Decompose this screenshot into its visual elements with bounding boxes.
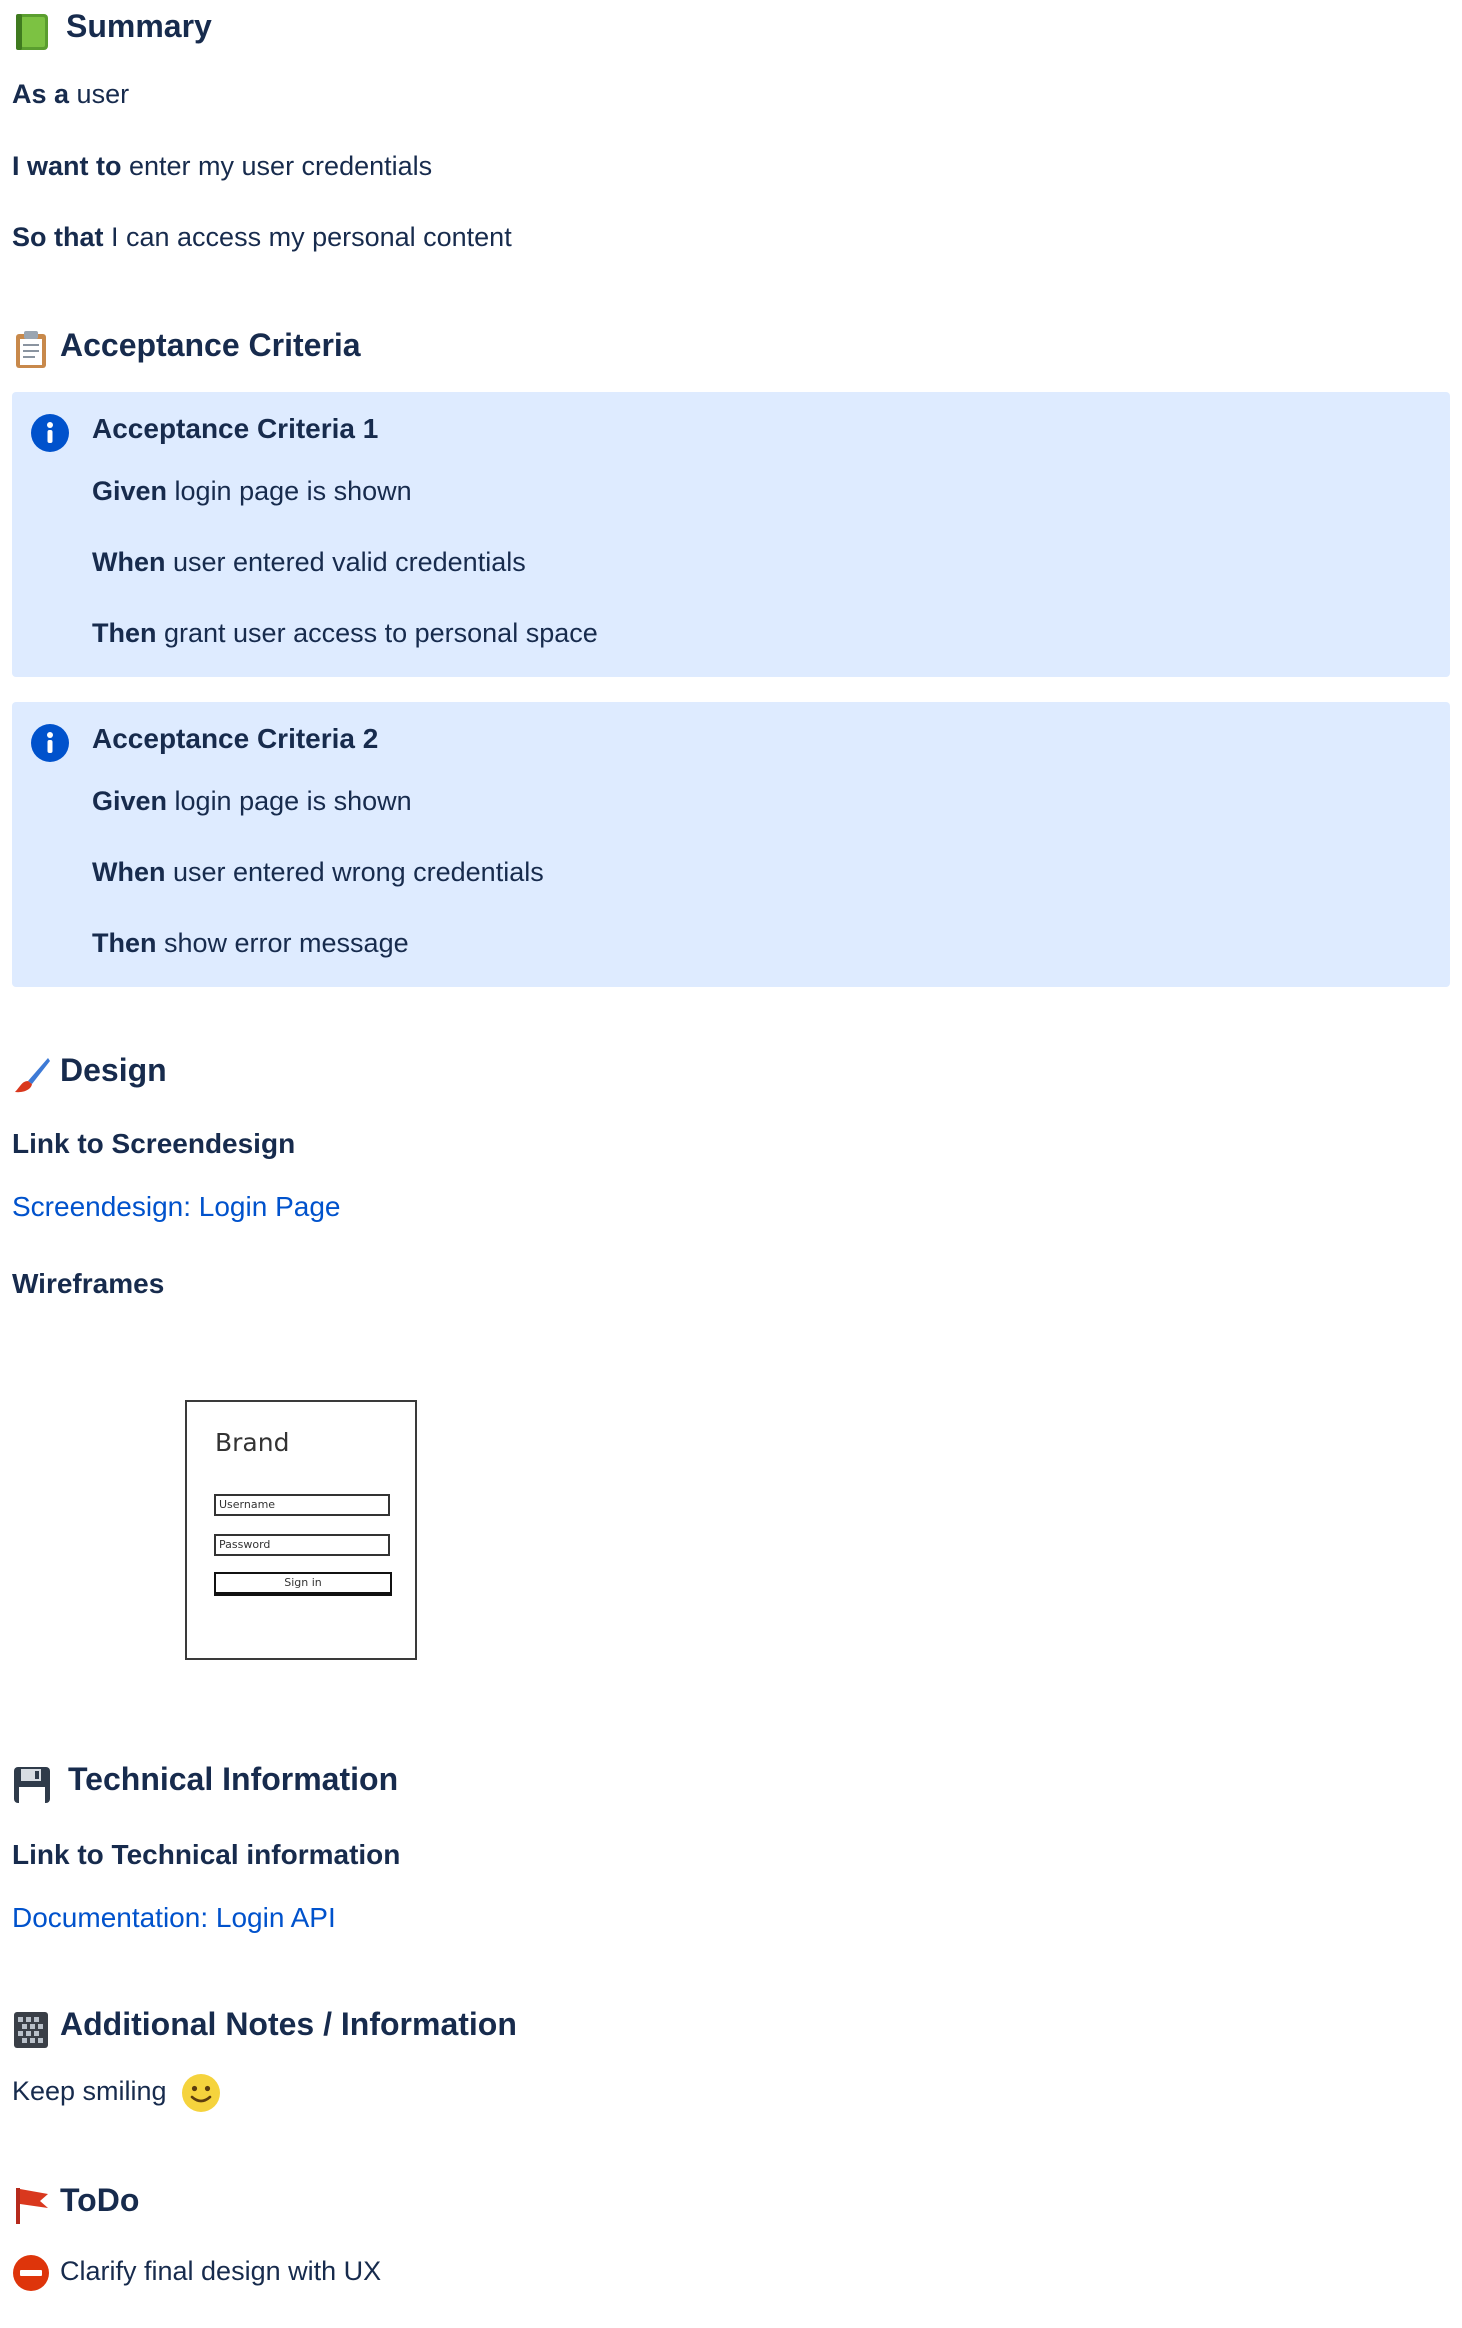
info-icon <box>31 724 69 762</box>
as-a-value: user <box>69 79 130 109</box>
when-value: user entered wrong credentials <box>165 857 544 887</box>
technical-link-heading: Link to Technical information <box>12 1839 401 1870</box>
panel-then <box>92 928 409 959</box>
info-panel-criteria-1 <box>12 392 1450 677</box>
want-value: enter my user credentials <box>121 151 433 181</box>
todo-item: Clarify final design with UX <box>60 2256 382 2286</box>
panel-given <box>92 476 412 507</box>
acceptance-heading: Acceptance Criteria <box>60 327 361 363</box>
green-book-icon <box>12 12 52 57</box>
red-flag-icon <box>12 2186 52 2231</box>
documentation-link[interactable]: Documentation: Login API <box>12 1902 336 1933</box>
panel-given <box>92 786 412 817</box>
wireframe-password-field: Password <box>214 1534 390 1556</box>
so-that-label: So that <box>12 222 104 252</box>
info-panel-criteria-2 <box>12 702 1450 987</box>
panel-then <box>92 618 598 649</box>
when-label: When <box>92 857 166 887</box>
want-label: I want to <box>12 151 122 181</box>
when-value: user entered valid credentials <box>165 547 526 577</box>
summary-want <box>12 151 432 182</box>
summary-so-that <box>12 222 512 253</box>
notes-text-value: Keep smiling <box>12 2076 167 2106</box>
technical-heading: Technical Information <box>68 1761 399 1797</box>
paintbrush-icon <box>12 1055 52 1100</box>
then-value: grant user access to personal space <box>156 618 598 648</box>
then-value: show error message <box>156 928 409 958</box>
clipboard-icon <box>12 330 50 375</box>
notes-text <box>12 2076 167 2107</box>
screendesign-link[interactable]: Screendesign: Login Page <box>12 1191 341 1222</box>
wireframe-image <box>185 1400 417 1660</box>
panel-title: Acceptance Criteria 1 <box>92 413 379 444</box>
given-label: Given <box>92 476 168 506</box>
as-a-label: As a <box>12 79 70 109</box>
smiling-face-icon <box>180 2072 222 2119</box>
todo-heading: ToDo <box>60 2182 140 2218</box>
floppy-disk-icon <box>12 1765 52 1810</box>
summary-as-a <box>12 79 129 110</box>
panel-when <box>92 547 526 578</box>
no-entry-icon <box>12 2254 50 2297</box>
screendesign-link-heading: Link to Screendesign <box>12 1128 296 1159</box>
info-icon <box>31 414 69 452</box>
when-label: When <box>92 547 166 577</box>
notes-heading: Additional Notes / Information <box>60 2006 517 2042</box>
design-heading: Design <box>60 1052 167 1088</box>
wireframe-username-field: Username <box>214 1494 390 1516</box>
summary-heading: Summary <box>66 8 212 44</box>
then-label: Then <box>92 618 157 648</box>
wireframe-signin-button: Sign in <box>214 1572 392 1596</box>
panel-title: Acceptance Criteria 2 <box>92 723 379 754</box>
given-label: Given <box>92 786 168 816</box>
wireframe-brand: Brand <box>215 1428 290 1457</box>
so-that-value: I can access my personal content <box>103 222 512 252</box>
wireframes-heading: Wireframes <box>12 1268 165 1299</box>
panel-when <box>92 857 544 888</box>
given-value: login page is shown <box>167 476 412 506</box>
given-value: login page is shown <box>167 786 412 816</box>
abacus-icon <box>12 2010 50 2055</box>
then-label: Then <box>92 928 157 958</box>
